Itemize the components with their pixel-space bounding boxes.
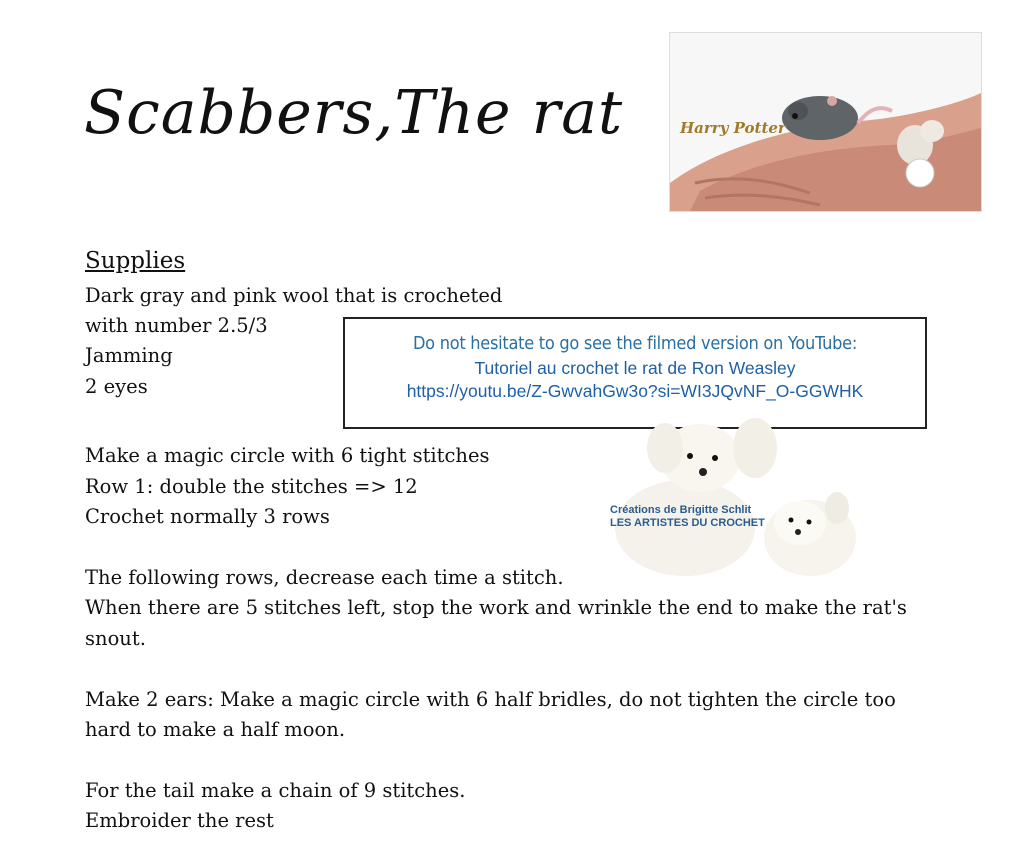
supplies-line: with number 2.5/3 [85,314,268,337]
supplies-line: Dark gray and pink wool that is crocheted [85,284,503,307]
watermark-line: Créations de Brigitte Schlit [610,504,752,516]
page-title: Scabbers,The rat [84,78,624,148]
hand-photo-graphic [670,33,981,211]
instruction-line: Crochet normally 3 rows [85,505,330,528]
crochet-dogs-image [605,408,865,583]
instruction-line: When there are 5 stitches left, stop the work and wrinkle the end to make the rat's [85,596,907,619]
instruction-line: hard to make a half moon. [85,718,346,741]
instruction-line: Row 1: double the stitches => 12 [85,475,418,498]
rat-in-hand-photo [669,32,982,212]
supplies-line: Jamming [85,344,173,367]
instruction-line: snout. [85,627,146,650]
supplies-line: 2 eyes [85,375,148,398]
instruction-line: The following rows, decrease each time a stitch. [85,566,564,589]
watermark-line: LES ARTISTES DU CROCHET [610,517,765,529]
youtube-link[interactable]: https://youtu.be/Z-GwvahGw3o?si=WI3JQvNF_O-GGWHK [406,381,864,401]
instruction-line: Make 2 ears: Make a magic circle with 6 half bridles, do not tighten the circle too [85,688,896,711]
dogs-graphic [605,408,865,583]
dogs-watermark [610,504,765,530]
instruction-line: Make a magic circle with 6 tight stitches [85,444,490,467]
supplies-heading: Supplies [85,248,186,274]
instruction-line: For the tail make a chain of 9 stitches. [85,779,466,802]
youtube-video-title: Tutoriel au crochet le rat de Ron Weasley [474,358,796,378]
harry-potter-logo: Harry Potter [680,119,786,137]
youtube-intro-text: Do not hesitate to go see the filmed version on YouTube: [412,333,858,354]
instruction-line: Embroider the rest [85,809,274,832]
